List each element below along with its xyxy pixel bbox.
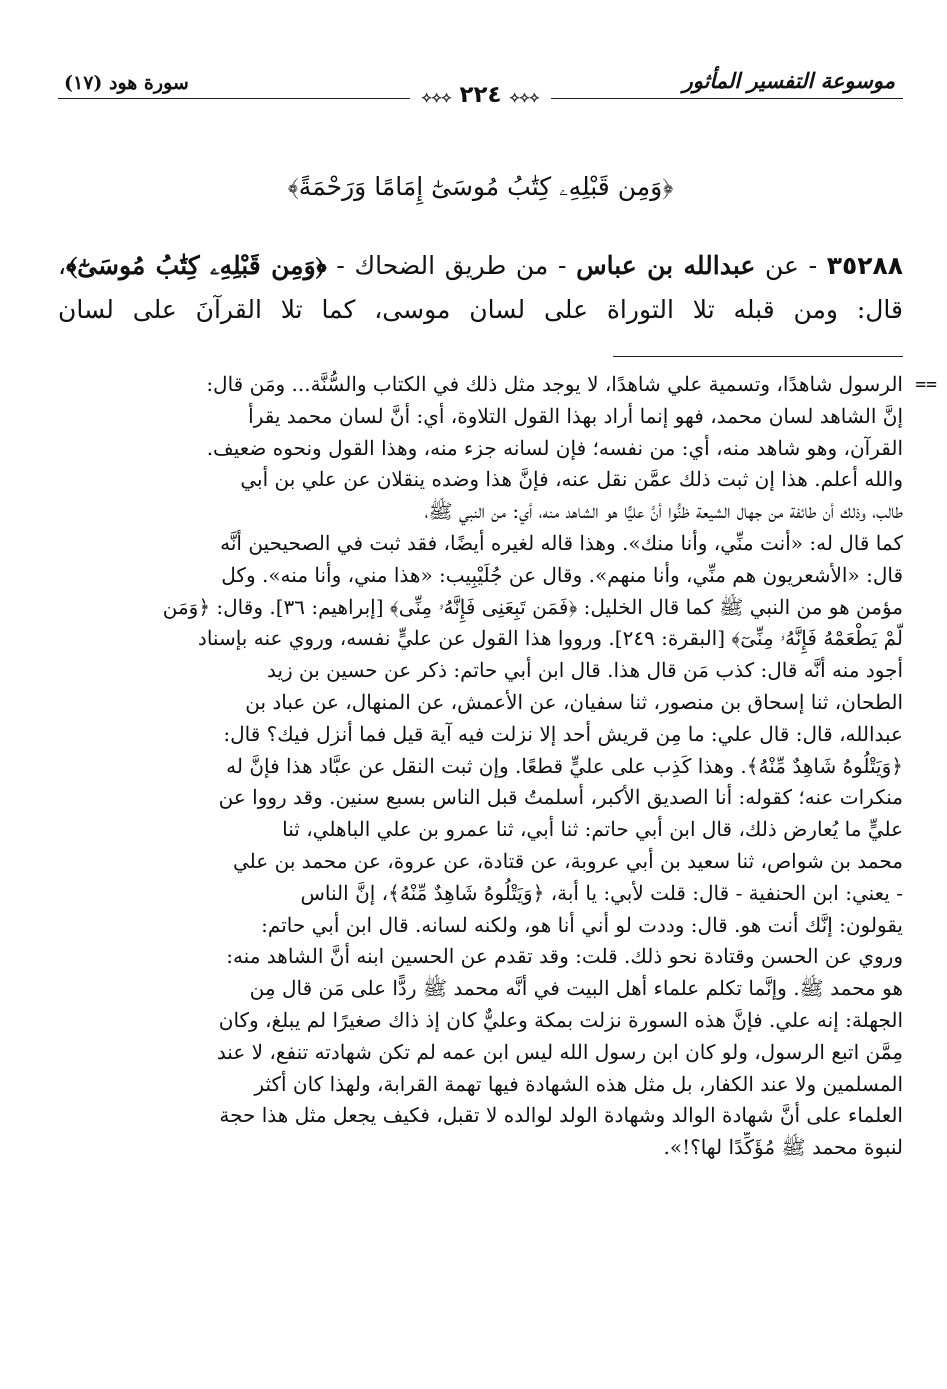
- footnote-line: لنبوة محمد ﷺ مُؤَكِّدًا لها؟!».: [663, 1135, 903, 1160]
- footnote-line: الجهلة: إنه علي. فإنَّ هذه السورة نزلت بمكة وعليٌّ كان إذ ذاك صغيرًا لم يبلغ، وكان: [218, 1007, 903, 1032]
- footnote-line: المسلمين ولا عند الكفار، بل مثل هذه الشهادة فيها تهمة القرابة، ولهذا كان أكثر: [254, 1071, 903, 1096]
- footnote-line: قال: «الأشعريون هم منِّي، وأنا منهم». وقال عن جُلَيْبِيب: «هذا مني، وأنا منه». وكل: [221, 562, 903, 587]
- narration-line-1: [58, 244, 903, 288]
- footnote-line: والله أعلم. هذا إن ثبت ذلك عمَّن نقل عنه، فإنَّ هذا وضده ينقلان عن علي بن أبي: [240, 467, 903, 492]
- page-number: ٢٢٤: [459, 82, 502, 108]
- entry-number: ٣٥٢٨٨: [826, 251, 904, 280]
- ornament-left-icon: ⟡⟡⟡: [421, 88, 452, 106]
- footnote-line: الرسول شاهدًا، وتسمية علي شاهدًا، لا يوجد مثل ذلك في الكتاب والسُّنَّة... ومَن قال:: [206, 372, 903, 396]
- entry-text-end: ،: [58, 251, 67, 280]
- footnote-line: ﴿وَيَتْلُوهُ شَاهِدٌ مِّنْهُ﴾. وهذا كَذِب على عليٍّ قطعًا. وإن ثبت النقل عن عبَّاد هذا فإنَّ له: [226, 753, 903, 778]
- footnote-line: طالب، وذلك أن طائفة من جهال الشيعة ظنُّوا أنَّ عليًّا هو الشاهد منه، أي: من النبي ﷺ،: [424, 499, 903, 524]
- running-title: موسوعة التفسير المأثور: [682, 68, 895, 93]
- entry-text-a: - عن: [755, 251, 827, 280]
- running-surah: سورة هود (١٧): [64, 72, 189, 94]
- footnote-line: الطحان، ثنا إسحاق بن منصور، ثنا سفيان، عن الأعمش، عن المنهال، عن عباد بن: [245, 689, 903, 714]
- footnote-line: يقولون: إنَّك أنت هو. قال: وددت لو أني أنا هو، ولكنه لسانه. قال ابن أبي حاتم:: [261, 912, 903, 937]
- footnote-line: أجود منه أنَّه قال: كذب مَن قال هذا. قال ابن أبي حاتم: ذكر عن حسين بن زيد: [266, 658, 903, 683]
- footnote-line: - يعني: ابن الحنفية - قال: قلت لأبي: يا أبة، ﴿وَيَتْلُوهُ شَاهِدٌ مِّنْهُ﴾، إنَّ الناس: [300, 880, 903, 905]
- continuation-mark: ==: [915, 374, 937, 395]
- footnote-line: مِمَّن اتبع الرسول، ولو كان ابن رسول الله ليس ابن عمه لم تكن شهادته تنفع، لا عند: [216, 1039, 903, 1064]
- footnote-line: عبدالله، قال: قال علي: ما مِن قريش أحد إلا نزلت فيه آية قيل فما أنزل فيك؟ قال:: [223, 721, 903, 746]
- footnote-line: محمد بن شواص، ثنا سعيد بن أبي عروبة، عن قتادة، عن عروة، عن محمد بن علي: [233, 848, 903, 873]
- narration-line-2: قال: ومن قبله تلا التوراة على لسان موسى، كما تلا القرآنَ على لسان: [58, 295, 903, 324]
- ornament-right-icon: ⟡⟡⟡: [509, 88, 540, 106]
- footnote-line: هو محمد ﷺ. وإنَّما تكلم علماء أهل البيت في أنَّه محمد ﷺ ردًّا على مَن قال مِن: [249, 976, 903, 1001]
- footnote-line: عليٍّ ما يُعارض ذلك، قال ابن أبي حاتم: ثنا أبي، ثنا عمرو بن علي الباهلي، ثنا: [282, 817, 903, 842]
- footnote-line: لَّمْ يَطْعَمْهُ فَإِنَّهُۥ مِنِّىٓ﴾ [البقرة: ٢٤٩]. ورووا هذا القول عن عليٍّ نفسه، وروي عنه بإسناد: [197, 626, 903, 651]
- page-header: [58, 58, 903, 136]
- footnote-line: منكرات عنه؛ كقوله: أنا الصديق الأكبر، أسلمتُ قبل الناس بسبع سنين. وقد رووا عن: [218, 785, 903, 810]
- footnote-line: وروي عن الحسن وقتادة نحو ذلك. قلت: وقد تقدم عن الحسين ابنه أنَّ الشاهد منه:: [226, 944, 903, 969]
- footnote-line: العلماء على أنَّ شهادة الوالد وشهادة الولد لوالده لا تقبل، فكيف يجعل مثل هذا حجة: [219, 1103, 903, 1128]
- narrator-name: عبدالله بن عباس: [576, 251, 756, 280]
- footnote-line: كما قال له: «أنت منِّي، وأنا منك». وهذا قاله لغيره أيضًا، فقد ثبت في الصحيحين أنَّه: [220, 530, 903, 555]
- entry-verse-quote: ﴿وَمِن قَبْلِهِۦ كِتَٰبُ مُوسَىٰٓ﴾: [66, 251, 327, 280]
- entry-text-b: - من طريق الضحاك -: [326, 251, 577, 280]
- narration-entry: [58, 244, 903, 332]
- footnote-line: القرآن، وهو شاهد منه، أي: من نفسه؛ فإن لسانه جزء منه، وهذا القول ونحوه ضعيف.: [206, 435, 903, 460]
- verse-heading: ﴿وَمِن قَبْلِهِۦ كِتَٰبُ مُوسَىٰٓ إِمَامًا وَرَحْمَةً﴾: [287, 172, 674, 201]
- book-page: [58, 58, 937, 1369]
- footnote-separator: [613, 356, 903, 357]
- footnote-line: مؤمن هو من النبي ﷺ كما قال الخليل: ﴿فَمَن تَبِعَنِى فَإِنَّهُۥ مِنِّى﴾ [إبراهيم: ٣٦]. وقال: ﴿وَمَن: [162, 594, 903, 619]
- page-number-block: [410, 82, 552, 108]
- footnote: [58, 369, 937, 1164]
- footnote-line: إنَّ الشاهد لسان محمد، فهو إنما أراد بهذا القول التلاوة، أي: أنَّ لسان محمد يقرأ: [248, 403, 903, 428]
